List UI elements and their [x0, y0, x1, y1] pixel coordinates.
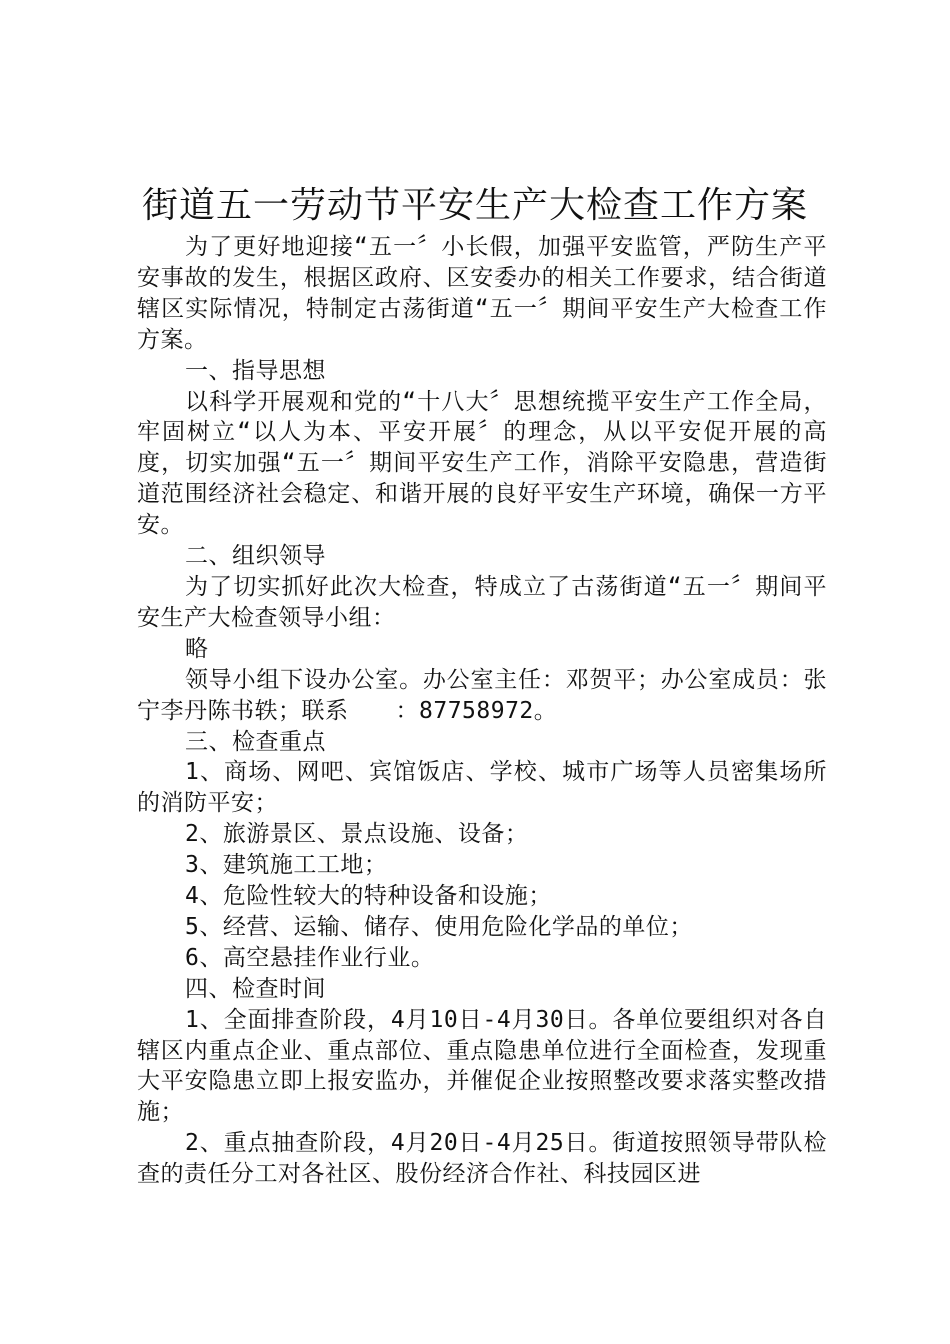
key-point-2: 2、旅游景区、景点设施、设备；: [185, 821, 529, 848]
section-heading-schedule: 四、检查时间: [185, 975, 326, 1002]
key-point-5: 5、经营、运输、储存、使用危险化学品的单位；: [185, 913, 693, 940]
omitted-line: 略: [185, 635, 209, 662]
guiding-thought-paragraph: 以科学开展观和党的“十八大〞思想统揽平安生产工作全局，牢固树立“以人为本、平安开展〞的理念，从以平安促开展的高度，切实加强“五一〞期间平安生产工作，消除平安隐患，营造街道范围经济社会稳定、和谐开展的良好平安生产环境，确保一方平安。: [137, 388, 827, 539]
organization-paragraph: 为了切实抓好此次大检查，特成立了古荡街道“五一〞期间平安生产大检查领导小组：: [137, 573, 827, 631]
key-point-3: 3、建筑施工工地；: [185, 852, 388, 879]
section-heading-guiding-thought: 一、指导思想: [185, 357, 326, 384]
section-heading-key-points: 三、检查重点: [185, 728, 326, 755]
key-point-4: 4、危险性较大的特种设备和设施；: [185, 883, 552, 910]
intro-paragraph: 为了更好地迎接“五一〞小长假，加强平安监管，严防生产平安事故的发生，根据区政府、区安委办的相关工作要求，结合街道辖区实际情况，特制定古荡街道“五一〞期间平安生产大检查工作方案。: [137, 234, 827, 353]
schedule-phase-2: 2、重点抽查阶段，4月20日-4月25日。街道按照领导带队检查的责任分工对各社区、股份经济合作社、科技园区进: [137, 1130, 827, 1188]
office-paragraph: 领导小组下设办公室。办公室主任：邓贺平；办公室成员：张宁李丹陈书轶；联系 ：87758972。: [137, 666, 827, 724]
key-point-6: 6、高空悬挂作业行业。: [185, 944, 435, 971]
key-point-1: 1、商场、网吧、宾馆饭店、学校、城市广场等人员密集场所的消防平安；: [137, 759, 827, 817]
document-body: [137, 232, 827, 1190]
schedule-phase-1: 1、全面排查阶段，4月10日-4月30日。各单位要组织对各自辖区内重点企业、重点部位、重点隐患单位进行全面检查，发现重大平安隐患立即上报安监办，并催促企业按照整改要求落实整改措施；: [137, 1006, 827, 1126]
section-heading-organization: 二、组织领导: [185, 543, 326, 570]
document-title: 街道五一劳动节平安生产大检查工作方案: [141, 185, 808, 226]
